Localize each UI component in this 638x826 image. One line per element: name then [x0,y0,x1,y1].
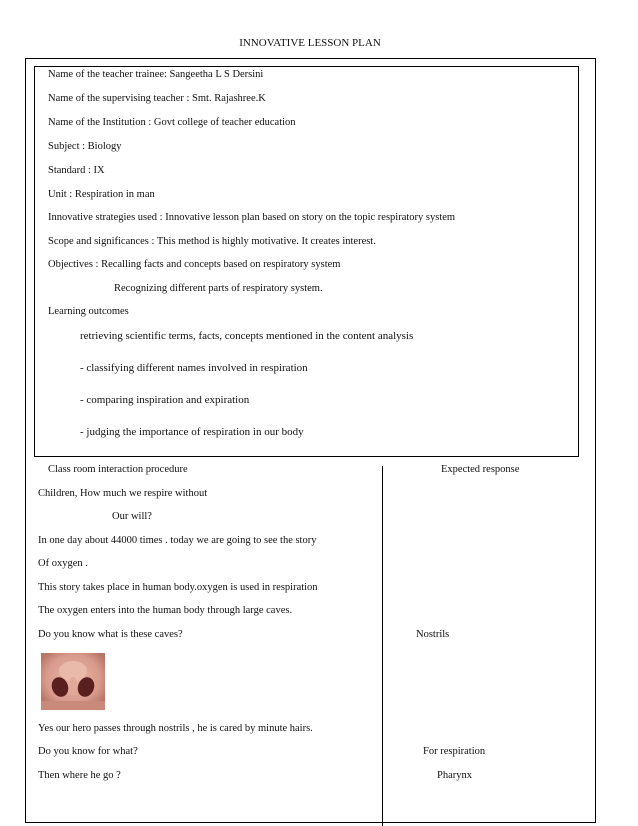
procedure-line: Our will? [112,511,152,522]
procedure-line: Do you know for what? [38,746,138,757]
learning-outcome-item: - judging the importance of respiration in our body [80,426,304,438]
column-divider [382,466,383,826]
procedure-line: Yes our hero passes through nostrils , he is cared by minute hairs. [38,723,313,734]
unit-line: Unit : Respiration in man [48,189,155,200]
procedure-line: This story takes place in human body.oxygen is used in respiration [38,582,318,593]
learning-outcome-item: - classifying different names involved in respiration [80,362,308,374]
standard-line: Standard : IX [48,165,105,176]
procedure-heading: Class room interaction procedure [48,464,188,475]
procedure-line: Then where he go ? [38,770,121,781]
strategies-line: Innovative strategies used : Innovative lesson plan based on story on the topic respiratory system [48,212,456,223]
learning-outcome-item: retrieving scientific terms, facts, concepts mentioned in the content analysis [80,330,414,342]
procedure-line: In one day about 44000 times . today we are going to see the story [38,535,317,546]
scope-line: Scope and significances : This method is highly motivative. It creates interest. [48,236,376,247]
teacher-trainee-line: Name of the teacher trainee: Sangeetha L S Dersini [48,69,264,80]
nose-photo [41,653,105,710]
learning-outcomes-heading: Learning outcomes [48,306,129,317]
procedure-line: Children, How much we respire without [38,488,208,499]
objectives-line: Objectives : Recalling facts and concepts based on respiratory system [48,259,341,270]
procedure-line: Of oxygen . [38,558,88,569]
expected-response: For respiration [423,746,486,757]
response-heading: Expected response [441,464,520,475]
supervising-teacher-line: Name of the supervising teacher : Smt. Rajashree.K [48,93,266,104]
objective-2-line: Recognizing different parts of respiratory system. [114,283,323,294]
procedure-line: The oxygen enters into the human body through large caves. [38,605,293,616]
expected-response: Pharynx [437,770,472,781]
page-title: INNOVATIVE LESSON PLAN [239,37,381,49]
expected-response: Nostrils [416,629,450,640]
subject-line: Subject : Biology [48,141,122,152]
procedure-line: Do you know what is these caves? [38,629,183,640]
learning-outcome-item: - comparing inspiration and expiration [80,394,250,406]
institution-line: Name of the Institution : Govt college of teacher education [48,117,296,128]
